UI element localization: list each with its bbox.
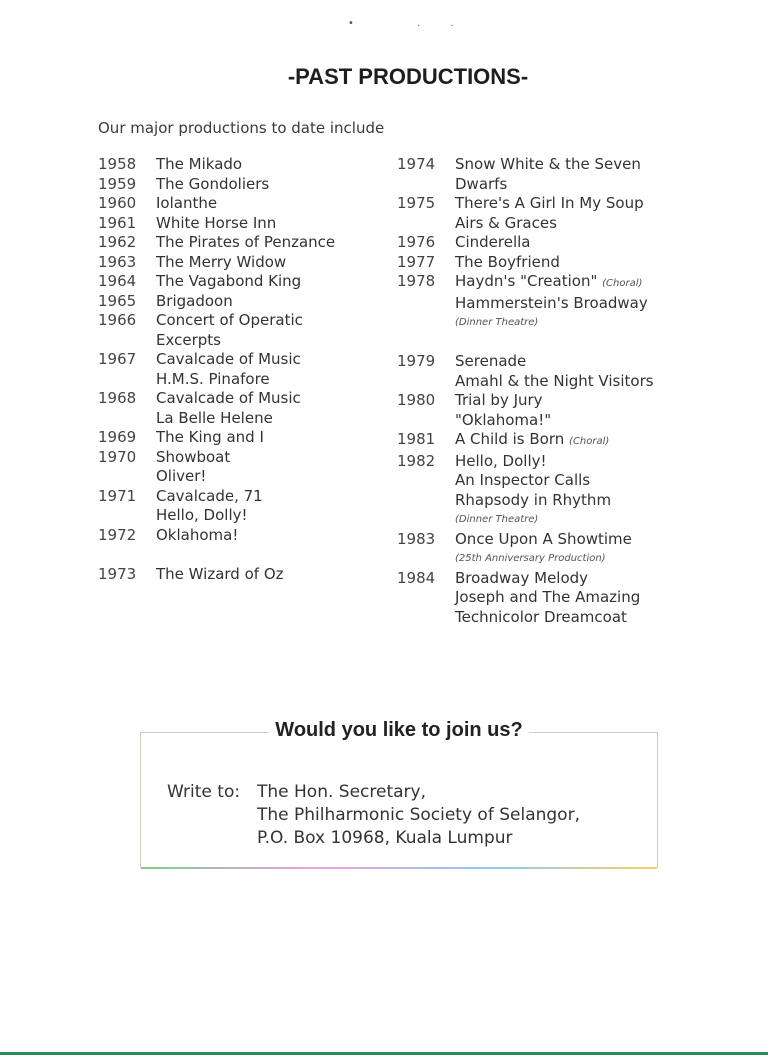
production-title: "Oklahoma!" [455, 410, 552, 429]
production-year: 1970 [98, 447, 137, 466]
production-title: Dwarfs [455, 174, 508, 193]
production-title: Haydn's "Creation" [455, 272, 598, 290]
production-year: 1966 [98, 311, 137, 329]
production-note: (Dinner Theatre) [455, 514, 539, 525]
production-year: 1980 [397, 391, 436, 409]
address-line: The Hon. Secretary, [257, 782, 426, 802]
production-note: (25th Anniversary Production) [455, 553, 606, 564]
production-entry [98, 526, 388, 546]
production-year: 1975 [397, 194, 436, 212]
production-title: A Child is Born [455, 430, 565, 448]
production-title: Technicolor Dreamcoat [455, 607, 627, 626]
production-entry [397, 391, 697, 430]
production-title: Broadway Melody [455, 568, 589, 587]
production-entry [98, 175, 388, 195]
scan-specks: • .. [348, 18, 484, 29]
production-entry [98, 214, 388, 234]
production-title: The King and I [156, 428, 264, 446]
join-heading: Would you like to join us? [269, 719, 528, 741]
join-us-box [140, 719, 658, 868]
production-title: Showboat [156, 447, 231, 466]
production-title: The Mikado [156, 155, 243, 173]
production-year: 1979 [397, 352, 436, 370]
production-entry [397, 352, 697, 391]
production-entry [397, 155, 697, 194]
production-year: 1958 [98, 155, 137, 173]
production-entry [397, 430, 697, 452]
production-entry [397, 272, 697, 333]
productions-left-column [98, 155, 388, 584]
production-entry [98, 194, 388, 214]
production-entry [397, 530, 697, 569]
intro-text: Our major productions to date include [98, 119, 385, 137]
production-title: Hammerstein's Broadway [455, 293, 648, 312]
production-title: Oliver! [156, 467, 207, 485]
production-entry [98, 487, 388, 526]
production-title: Joseph and The Amazing [455, 588, 641, 606]
join-heading-wrap [141, 719, 657, 742]
production-title: Concert of Operatic [156, 311, 303, 329]
production-year: 1967 [98, 350, 137, 368]
production-entry [98, 350, 388, 389]
production-title: Cavalcade of Music [156, 350, 301, 368]
production-year: 1978 [397, 272, 436, 290]
production-entry [397, 452, 697, 530]
production-title: Serenade [455, 352, 527, 370]
production-year: 1962 [98, 233, 137, 251]
production-entry [98, 565, 388, 585]
production-year: 1982 [397, 451, 436, 470]
production-title: The Pirates of Penzance [156, 233, 336, 251]
production-year: 1969 [98, 428, 137, 446]
production-year: 1984 [397, 568, 436, 587]
production-title: Cinderella [455, 233, 531, 251]
production-title: Cavalcade of Music [156, 389, 301, 407]
production-title: Iolanthe [156, 194, 218, 212]
production-title: Trial by Jury [455, 391, 543, 409]
production-title: Hello, Dolly! [455, 451, 547, 470]
production-entry [397, 194, 697, 233]
page-title: -PAST PRODUCTIONS- [287, 64, 529, 89]
production-entry [397, 569, 697, 628]
production-title: Rhapsody in Rhythm [455, 490, 612, 509]
production-title: The Wizard of Oz [156, 564, 284, 583]
production-title: Oklahoma! [156, 525, 239, 544]
production-note: (Dinner Theatre) [455, 317, 539, 328]
production-year: 1972 [98, 525, 137, 544]
production-entry [98, 311, 388, 350]
production-title: Cavalcade, 71 [156, 486, 263, 505]
production-note: (Choral) [602, 278, 643, 289]
production-year: 1961 [98, 213, 137, 232]
production-year: 1974 [397, 155, 436, 173]
production-entry [397, 253, 697, 273]
production-entry [98, 272, 388, 292]
production-entry [397, 233, 697, 253]
production-note: (Choral) [569, 436, 610, 447]
productions-right-column [397, 155, 697, 627]
address-line: P.O. Box 10968, Kuala Lumpur [257, 828, 513, 848]
address-line: The Philharmonic Society of Selangor, [257, 805, 580, 825]
production-entry [98, 389, 388, 428]
production-year: 1964 [98, 272, 137, 290]
production-title: An Inspector Calls [455, 471, 591, 489]
production-entry [98, 448, 388, 487]
production-title: H.M.S. Pinafore [156, 369, 270, 388]
write-to-label: Write to: [167, 782, 241, 802]
production-title: Hello, Dolly! [156, 506, 248, 524]
production-year: 1963 [98, 252, 137, 271]
production-entry [98, 155, 388, 175]
production-entry [98, 233, 388, 253]
production-title: There's A Girl In My Soup [455, 194, 644, 212]
production-year: 1973 [98, 564, 137, 583]
production-year: 1968 [98, 389, 137, 407]
production-entry [98, 253, 388, 273]
production-year: 1981 [397, 430, 436, 448]
production-title: The Merry Widow [156, 252, 287, 271]
production-title: The Vagabond King [156, 272, 302, 290]
production-entry [98, 292, 388, 312]
production-title: The Gondoliers [156, 174, 270, 193]
production-year: 1977 [397, 252, 436, 271]
production-title: Excerpts [156, 330, 221, 349]
production-title: Airs & Graces [455, 213, 557, 232]
production-title: White Horse Inn [156, 213, 277, 232]
production-title: Amahl & the Night Visitors [455, 371, 654, 390]
production-year: 1976 [397, 233, 436, 251]
production-year: 1983 [397, 529, 436, 548]
production-title: La Belle Helene [156, 408, 273, 427]
production-year: 1960 [98, 194, 137, 212]
contact-address [167, 781, 580, 850]
production-title: Once Upon A Showtime [455, 529, 632, 548]
production-title: Snow White & the Seven [455, 155, 641, 173]
production-entry [98, 428, 388, 448]
production-year: 1965 [98, 291, 137, 310]
production-year: 1959 [98, 174, 137, 193]
production-year: 1971 [98, 486, 137, 505]
production-title: Brigadoon [156, 291, 233, 310]
production-title: The Boyfriend [455, 252, 560, 271]
